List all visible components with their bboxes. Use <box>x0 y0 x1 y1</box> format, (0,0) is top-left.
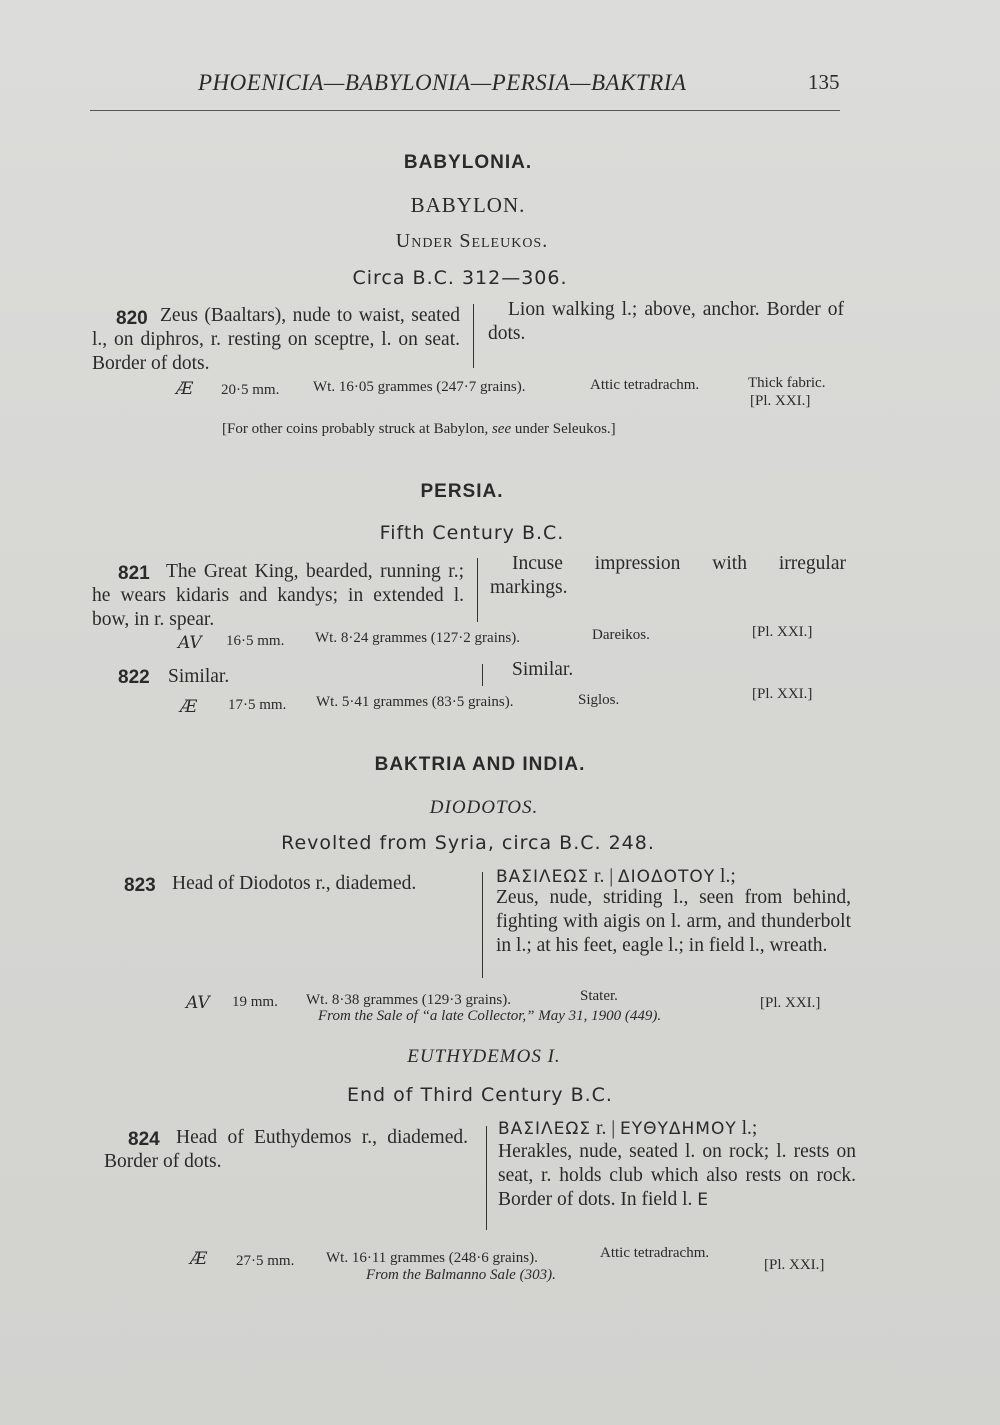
coin-824-legend: ΒΑΣΙΛΕΩΣ r. | ΕΥΘΥΔΗΜΟΥ l.; <box>498 1118 758 1139</box>
coin-824-reverse: Herakles, nude, seated l. on rock; l. rests on seat, r. holds club which also rests on rock. Border of dots. In field l. Ε <box>498 1141 856 1210</box>
column-divider <box>482 872 483 978</box>
coin-822-weight: Wt. 5·41 grammes (83·5 grains). <box>316 694 514 710</box>
running-title: PHOENICIA—BABYLONIA—PERSIA—BAKTRIA <box>198 70 687 95</box>
city-heading: BABYLON. <box>410 193 526 217</box>
plate-reference: [Pl. XXI.] <box>760 995 821 1011</box>
plate-reference: [Pl. XXI.] <box>752 624 813 640</box>
coin-821-size: 16·5 mm. <box>226 633 285 649</box>
coin-822-obverse: Similar. <box>168 666 230 687</box>
coin-number-823: 823 <box>124 875 156 896</box>
date-heading: Fifth Century B.C. <box>379 522 565 544</box>
cross-reference-note: [For other coins probably struck at Babylon, see under Seleukos.] <box>222 421 616 437</box>
coin-823-provenance: From the Sale of “a late Collector,” May 31, 1900 (449). <box>318 1008 662 1024</box>
coin-number-824: 824 <box>128 1129 160 1150</box>
coin-822-size: 17·5 mm. <box>228 697 287 713</box>
coin-820-size: 20·5 mm. <box>221 382 280 398</box>
coin-823-legend: ΒΑΣΙΛΕΩΣ r. | ΔΙΟΔΟΤΟΥ l.; <box>496 866 736 887</box>
column-divider <box>482 664 483 686</box>
coin-824-size: 27·5 mm. <box>236 1253 295 1269</box>
coin-822-denomination: Siglos. <box>578 692 620 708</box>
section-heading-persia: PERSIA. <box>420 481 504 502</box>
coin-820-weight: Wt. 16·05 grammes (247·7 grains). <box>313 379 526 395</box>
date-heading: Circa B.C. 312—306. <box>352 267 568 289</box>
coin-number-821: 821 <box>118 563 150 584</box>
coin-number-820: 820 <box>116 308 148 329</box>
coin-823-reverse: Zeus, nude, striding l., seen from behind, fighting with aigis on l. arm, and thunderbolt in l.; at his feet, eagle l.; in field l., wreath. <box>496 887 851 956</box>
column-divider <box>477 558 478 622</box>
metal-symbol: Æ <box>190 1249 208 1269</box>
coin-824-obverse: Head of Euthydemos r., diademed. Border of dots. <box>104 1127 468 1172</box>
column-divider <box>486 1126 487 1230</box>
coin-820-note: Thick fabric. <box>748 375 826 391</box>
plate-reference: [Pl. XXI.] <box>750 393 811 409</box>
ruler-heading: EUTHYDEMOS I. <box>407 1046 561 1067</box>
coin-821-weight: Wt. 8·24 grammes (127·2 grains). <box>315 630 520 646</box>
metal-symbol: Æ <box>176 379 194 399</box>
coin-821-reverse: Incuse impression with irregular markings. <box>490 553 846 598</box>
metal-symbol: Æ <box>180 697 198 717</box>
coin-820-denomination: Attic tetradrachm. <box>590 377 700 393</box>
metal-symbol: AV <box>178 633 202 653</box>
coin-824-denomination: Attic tetradrachm. <box>600 1245 710 1261</box>
page-number: 135 <box>808 70 840 94</box>
section-heading-baktria: BAKTRIA AND INDIA. <box>374 754 586 775</box>
coin-821-obverse: The Great King, bearded, running r.; he wears kidaris and kandys; in extended l. bow, in r. spear. <box>92 561 464 630</box>
coin-823-denomination: Stater. <box>580 988 618 1004</box>
coin-823-size: 19 mm. <box>232 994 278 1010</box>
coin-820-reverse: Lion walking l.; above, anchor. Border of dots. <box>488 299 844 344</box>
metal-symbol: AV <box>186 993 210 1013</box>
plate-reference: [Pl. XXI.] <box>752 686 813 702</box>
header-rule <box>90 110 840 111</box>
coin-number-822: 822 <box>118 667 150 688</box>
coin-822-reverse: Similar. <box>512 659 574 680</box>
coin-820-obverse: Zeus (Baaltars), nude to waist, seated l., on diphros, r. resting on sceptre, l. on seat. Border of dots. <box>92 305 460 374</box>
coin-823-weight: Wt. 8·38 grammes (129·3 grains). <box>306 992 511 1008</box>
coin-823-obverse: Head of Diodotos r., diademed. <box>172 873 417 894</box>
ruler-heading: Under Seleukos. <box>395 230 549 252</box>
plate-reference: [Pl. XXI.] <box>764 1257 825 1273</box>
coin-824-weight: Wt. 16·11 grammes (248·6 grains). <box>326 1250 538 1266</box>
ruler-heading: DIODOTOS. <box>429 797 539 818</box>
date-heading: End of Third Century B.C. <box>347 1084 613 1106</box>
section-heading-babylonia: BABYLONIA. <box>403 152 533 173</box>
coin-821-denomination: Dareikos. <box>592 627 650 643</box>
date-heading: Revolted from Syria, circa B.C. 248. <box>281 832 655 854</box>
coin-824-provenance: From the Balmanno Sale (303). <box>366 1267 556 1283</box>
column-divider <box>473 304 474 368</box>
